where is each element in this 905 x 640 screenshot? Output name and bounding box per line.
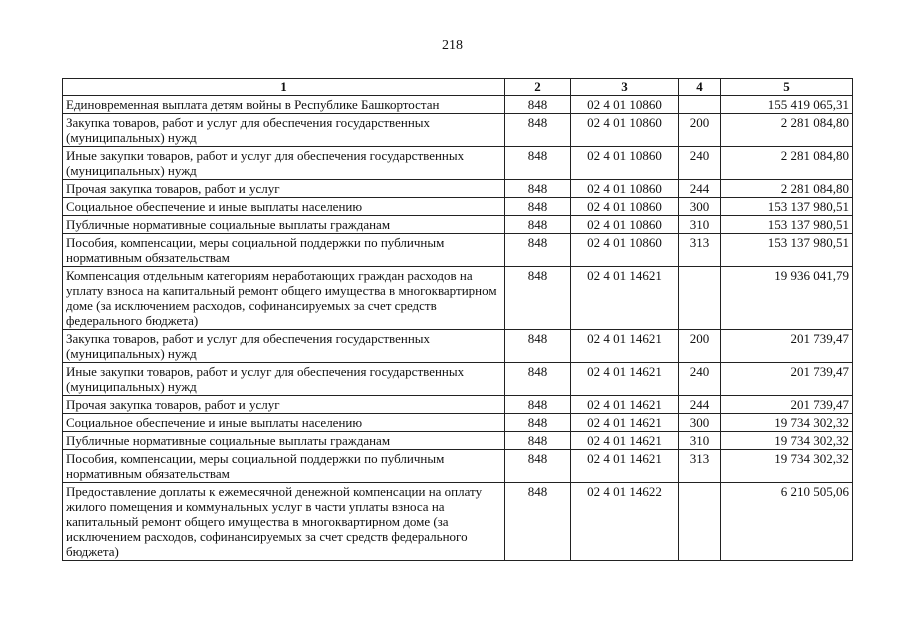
row-department-code-cell: 848 [505, 234, 571, 267]
row-name-cell: Прочая закупка товаров, работ и услуг [63, 396, 505, 414]
row-department-code-cell: 848 [505, 180, 571, 198]
header-row [63, 79, 853, 96]
row-name-cell: Пособия, компенсации, меры социальной поддержки по публичным нормативным обязательствам [63, 234, 505, 267]
row-department-code-cell: 848 [505, 414, 571, 432]
row-department-code-cell: 848 [505, 330, 571, 363]
row-amount-cell: 2 281 084,80 [721, 180, 853, 198]
table-row [63, 432, 853, 450]
table-row [63, 396, 853, 414]
row-department-code-cell: 848 [505, 114, 571, 147]
row-amount-cell: 153 137 980,51 [721, 234, 853, 267]
row-amount-cell: 2 281 084,80 [721, 147, 853, 180]
row-target-item-cell: 02 4 01 10860 [571, 96, 679, 114]
row-name-cell: Закупка товаров, работ и услуг для обеспечения государственных (муниципальных) нужд [63, 114, 505, 147]
row-expense-type-cell [679, 267, 721, 330]
table-row [63, 216, 853, 234]
row-expense-type-cell: 200 [679, 330, 721, 363]
row-target-item-cell: 02 4 01 10860 [571, 216, 679, 234]
row-expense-type-cell: 313 [679, 450, 721, 483]
table-row [63, 414, 853, 432]
row-target-item-cell: 02 4 01 14621 [571, 363, 679, 396]
row-name-cell: Социальное обеспечение и иные выплаты населению [63, 198, 505, 216]
row-name-cell: Иные закупки товаров, работ и услуг для обеспечения государственных (муниципальных) нужд [63, 147, 505, 180]
row-expense-type-cell: 310 [679, 432, 721, 450]
row-name-cell: Публичные нормативные социальные выплаты гражданам [63, 432, 505, 450]
row-name-cell: Закупка товаров, работ и услуг для обеспечения государственных (муниципальных) нужд [63, 330, 505, 363]
table-row [63, 267, 853, 330]
row-department-code-cell: 848 [505, 198, 571, 216]
table-row [63, 450, 853, 483]
page-number: 218 [442, 38, 463, 53]
table-row [63, 180, 853, 198]
row-target-item-cell: 02 4 01 14621 [571, 432, 679, 450]
row-amount-cell: 155 419 065,31 [721, 96, 853, 114]
row-department-code-cell: 848 [505, 450, 571, 483]
row-department-code-cell: 848 [505, 483, 571, 561]
row-expense-type-cell: 244 [679, 396, 721, 414]
row-expense-type-cell: 240 [679, 363, 721, 396]
row-name-cell: Единовременная выплата детям войны в Республике Башкортостан [63, 96, 505, 114]
row-name-cell: Пособия, компенсации, меры социальной поддержки по публичным нормативным обязательствам [63, 450, 505, 483]
header-col-5: 5 [721, 79, 853, 96]
row-expense-type-cell: 310 [679, 216, 721, 234]
row-amount-cell: 201 739,47 [721, 330, 853, 363]
row-amount-cell: 153 137 980,51 [721, 198, 853, 216]
header-col-4: 4 [679, 79, 721, 96]
row-target-item-cell: 02 4 01 14622 [571, 483, 679, 561]
table-row [63, 330, 853, 363]
row-target-item-cell: 02 4 01 14621 [571, 396, 679, 414]
row-expense-type-cell: 200 [679, 114, 721, 147]
row-target-item-cell: 02 4 01 14621 [571, 450, 679, 483]
row-amount-cell: 153 137 980,51 [721, 216, 853, 234]
row-amount-cell: 19 734 302,32 [721, 414, 853, 432]
table-row [63, 363, 853, 396]
row-amount-cell: 19 734 302,32 [721, 432, 853, 450]
row-amount-cell: 19 936 041,79 [721, 267, 853, 330]
row-name-cell: Социальное обеспечение и иные выплаты населению [63, 414, 505, 432]
row-name-cell: Компенсация отдельным категориям неработающих граждан расходов на уплату взноса на капитальный ремонт общего имущества в многоквартирном доме (за исключением расходов, софинансируемых за счет средств федерального бюджета) [63, 267, 505, 330]
row-name-cell: Предоставление доплаты к ежемесячной денежной компенсации на оплату жилого помещения и коммунальных услуг в части уплаты взноса на капитальный ремонт общего имущества в многоквартирном доме (за исключением расходов, софинансируемых за счет средств федерального бюджета) [63, 483, 505, 561]
table-row [63, 234, 853, 267]
row-amount-cell: 2 281 084,80 [721, 114, 853, 147]
row-department-code-cell: 848 [505, 363, 571, 396]
header-col-1: 1 [63, 79, 505, 96]
row-department-code-cell: 848 [505, 267, 571, 330]
row-target-item-cell: 02 4 01 10860 [571, 198, 679, 216]
row-department-code-cell: 848 [505, 432, 571, 450]
table-row [63, 96, 853, 114]
header-col-3: 3 [571, 79, 679, 96]
row-amount-cell: 19 734 302,32 [721, 450, 853, 483]
row-target-item-cell: 02 4 01 10860 [571, 180, 679, 198]
row-expense-type-cell: 240 [679, 147, 721, 180]
row-name-cell: Иные закупки товаров, работ и услуг для обеспечения государственных (муниципальных) нужд [63, 363, 505, 396]
budget-table [62, 78, 853, 561]
row-expense-type-cell [679, 483, 721, 561]
row-target-item-cell: 02 4 01 14621 [571, 414, 679, 432]
row-department-code-cell: 848 [505, 96, 571, 114]
table-row [63, 147, 853, 180]
row-target-item-cell: 02 4 01 10860 [571, 234, 679, 267]
row-target-item-cell: 02 4 01 14621 [571, 267, 679, 330]
row-target-item-cell: 02 4 01 10860 [571, 114, 679, 147]
table-row [63, 114, 853, 147]
row-amount-cell: 201 739,47 [721, 363, 853, 396]
row-name-cell: Публичные нормативные социальные выплаты гражданам [63, 216, 505, 234]
row-department-code-cell: 848 [505, 216, 571, 234]
row-department-code-cell: 848 [505, 147, 571, 180]
table-row [63, 198, 853, 216]
header-col-2: 2 [505, 79, 571, 96]
row-amount-cell: 6 210 505,06 [721, 483, 853, 561]
row-amount-cell: 201 739,47 [721, 396, 853, 414]
row-expense-type-cell: 244 [679, 180, 721, 198]
table-row [63, 483, 853, 561]
row-expense-type-cell: 300 [679, 198, 721, 216]
row-target-item-cell: 02 4 01 14621 [571, 330, 679, 363]
row-expense-type-cell: 300 [679, 414, 721, 432]
row-target-item-cell: 02 4 01 10860 [571, 147, 679, 180]
row-expense-type-cell: 313 [679, 234, 721, 267]
row-expense-type-cell [679, 96, 721, 114]
row-name-cell: Прочая закупка товаров, работ и услуг [63, 180, 505, 198]
row-department-code-cell: 848 [505, 396, 571, 414]
